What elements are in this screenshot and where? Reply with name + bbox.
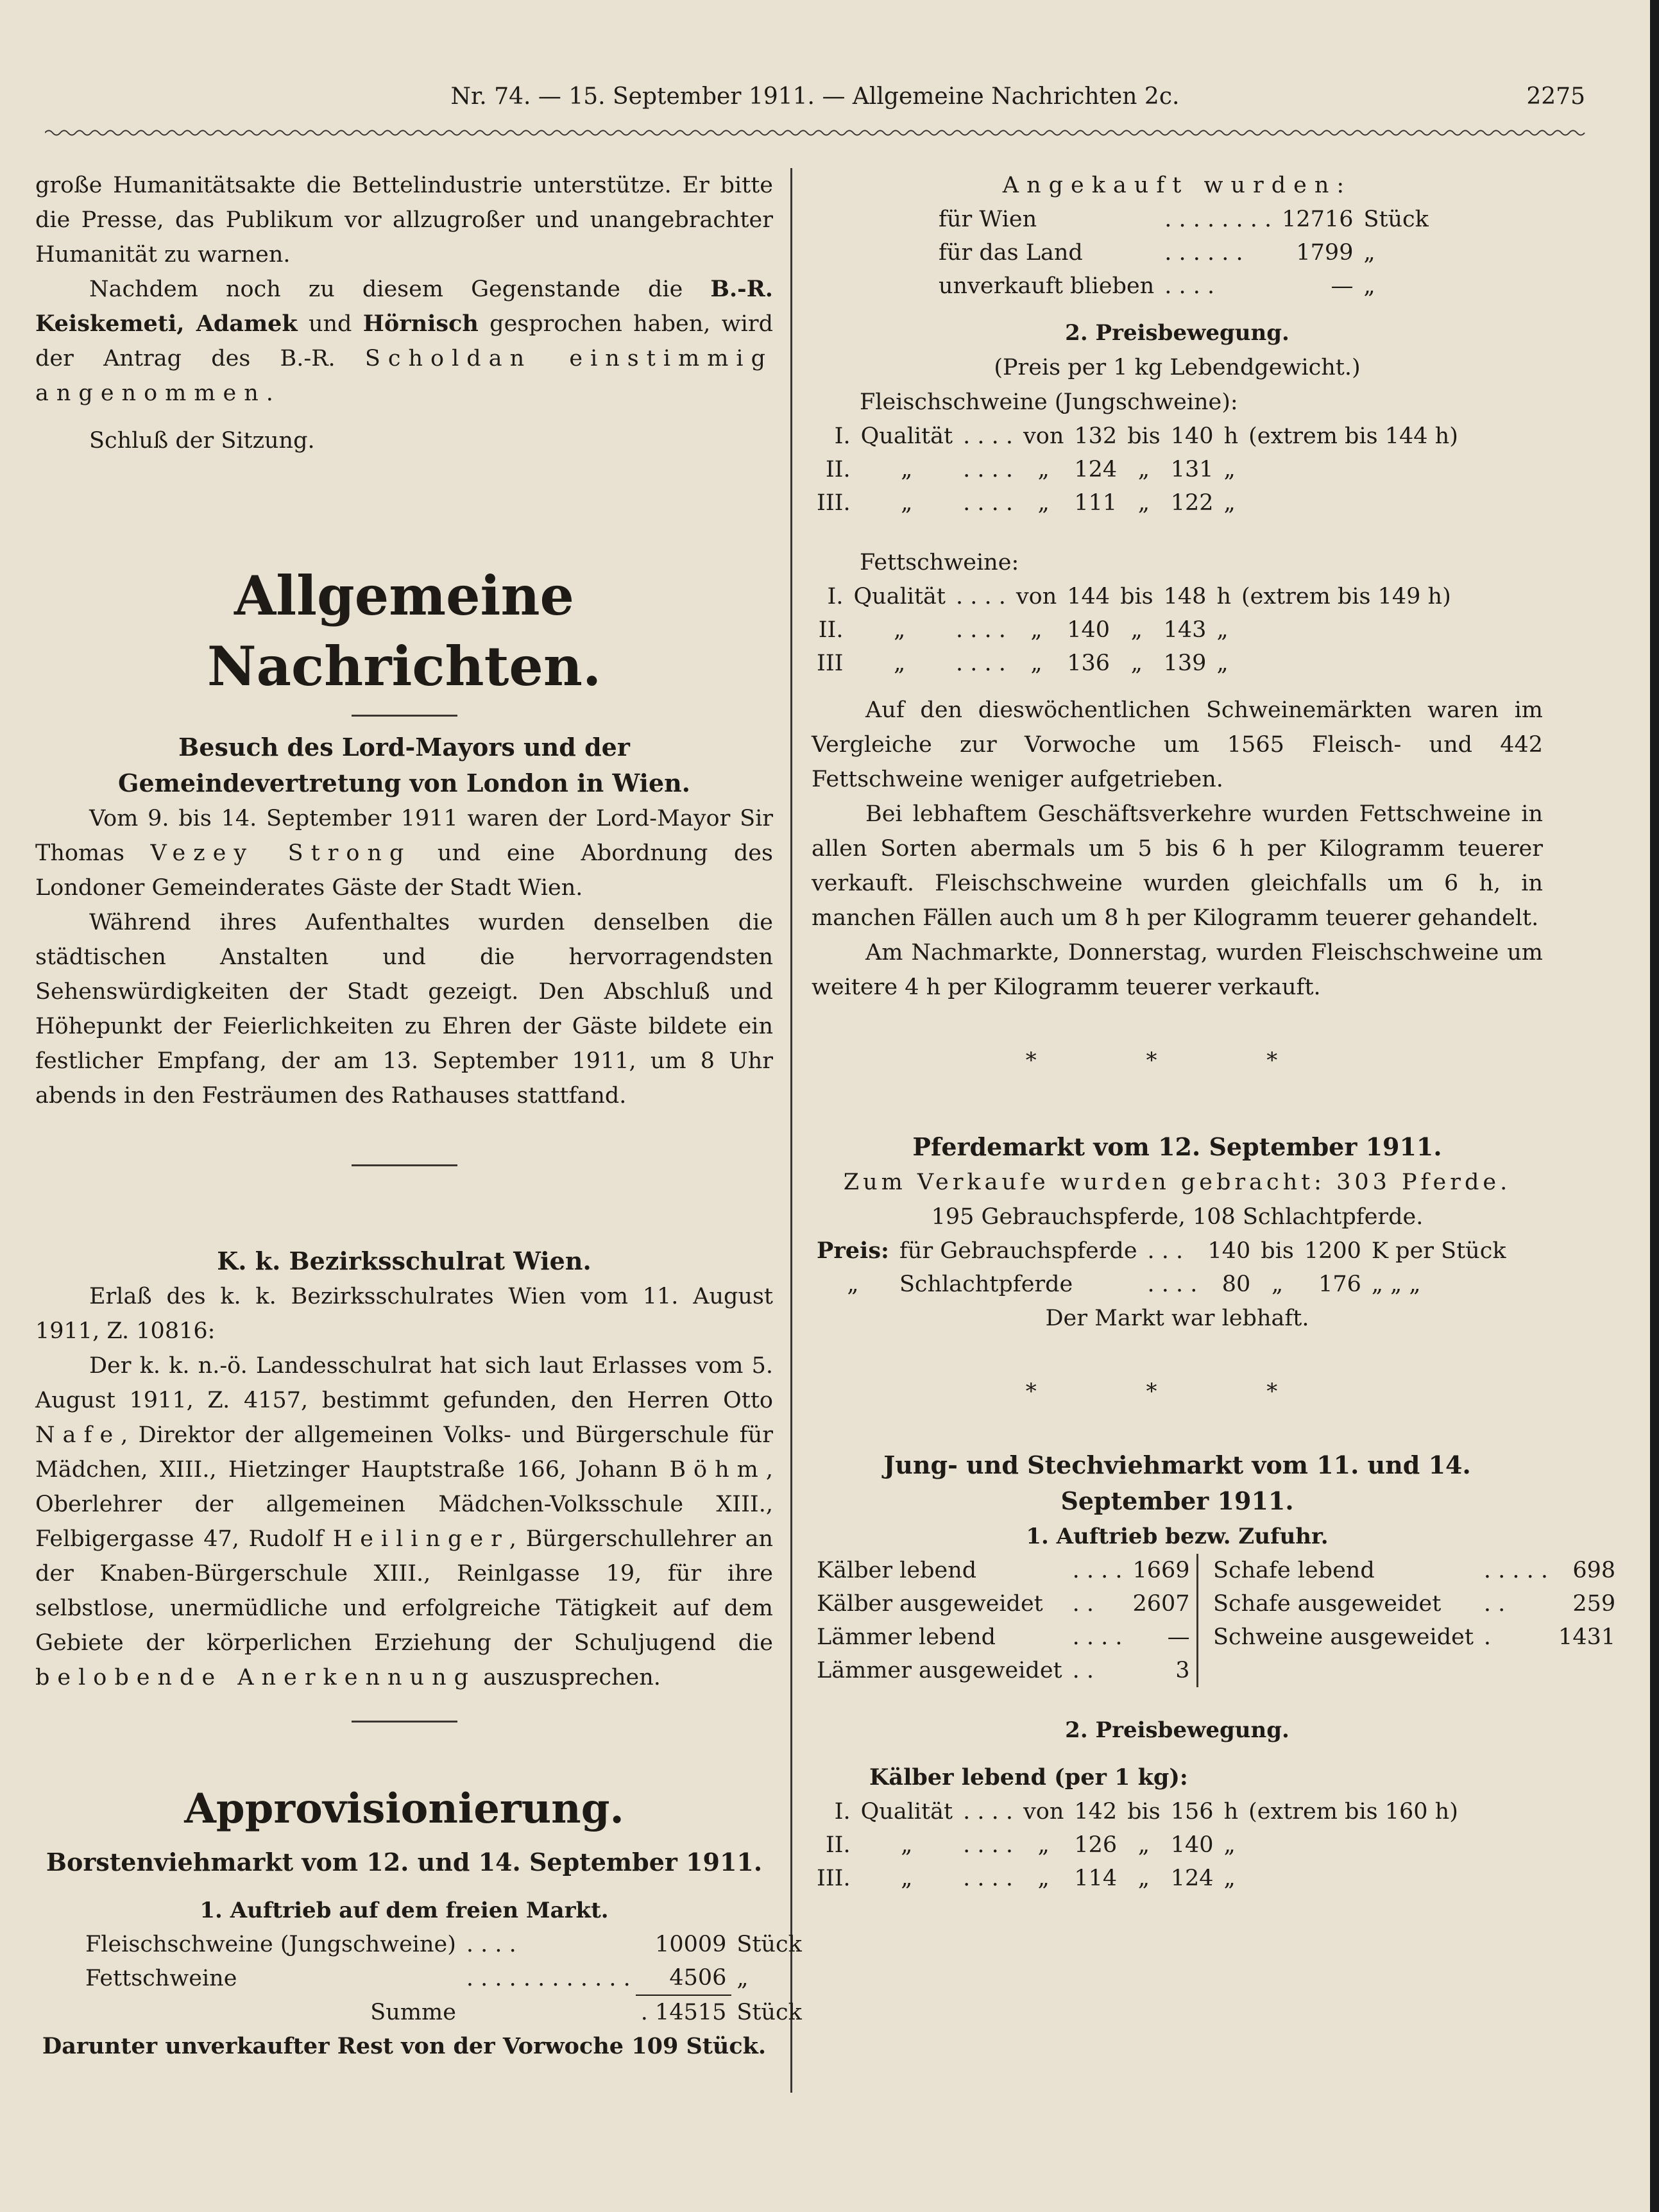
cell: . . . . bbox=[963, 1832, 1013, 1858]
cell: Lämmer lebend bbox=[817, 1624, 996, 1650]
cell: 148 bbox=[1163, 584, 1207, 609]
table-row bbox=[1208, 1554, 1621, 1587]
cell: „ bbox=[1130, 651, 1143, 676]
text: und eine Abordnung des Londoner Gemeinderates Gäste der Stadt Wien. bbox=[35, 840, 773, 901]
cell: „ bbox=[1130, 617, 1143, 643]
cell: 259 bbox=[1572, 1591, 1616, 1617]
cell: h bbox=[1223, 1799, 1239, 1825]
cell: 111 bbox=[1074, 490, 1118, 516]
cell: „ bbox=[901, 457, 913, 482]
cell: . . . . . . . . . . . . bbox=[466, 1965, 631, 1991]
cell: (extrem bis 144 h) bbox=[1248, 423, 1458, 449]
cell: I. bbox=[834, 1799, 851, 1825]
kalb-heading: Kälber lebend (per 1 kg): bbox=[869, 1764, 1188, 1791]
subheading-preisbewegung: 2. Preisbewegung. bbox=[1065, 320, 1289, 346]
cell bbox=[1243, 486, 1463, 520]
cell: 3 bbox=[1175, 1658, 1190, 1683]
cell: Stück bbox=[736, 1999, 802, 2025]
text: gesprochen haben, wird der Antrag des B.-R. bbox=[35, 311, 773, 371]
angekauft-table bbox=[933, 203, 1434, 303]
cell: Qualität bbox=[860, 423, 953, 449]
cell: . 14515 bbox=[640, 2000, 727, 2025]
cell: 131 bbox=[1170, 457, 1214, 482]
cell: Preis: bbox=[817, 1238, 889, 1264]
header-wavy-rule bbox=[45, 128, 1585, 137]
header-title: Nr. 74. — 15. September 1911. — Allgemeine Nachrichten 2c. bbox=[450, 83, 1180, 110]
table-row bbox=[80, 1928, 807, 1961]
spaced-name: Nafe bbox=[35, 1422, 121, 1448]
spaced-name: Vezey Strong bbox=[150, 840, 412, 866]
cell bbox=[1236, 613, 1456, 647]
article-title-besuch: Besuch des Lord-Mayors und der Gemeindevertretung von London in Wien. bbox=[118, 733, 690, 797]
cell: I. bbox=[834, 423, 851, 449]
cell: „ bbox=[847, 1272, 859, 1297]
table-row bbox=[933, 203, 1434, 236]
paragraph: Auf den dieswöchentlichen Schweinemärkten waren im Vergleiche zur Vorwoche um 1565 Fleisch- und 442 Fettschweine weniger aufgetrieben. bbox=[812, 697, 1543, 792]
paragraph bbox=[35, 801, 773, 905]
paragraph bbox=[35, 1348, 773, 1695]
cell: bis bbox=[1261, 1238, 1294, 1264]
cell: „ bbox=[1137, 457, 1150, 482]
section-title-approvisionierung: Approvisionierung. bbox=[184, 1785, 624, 1833]
cell: 1669 bbox=[1132, 1558, 1190, 1583]
cell: III. bbox=[817, 1866, 851, 1891]
cell: Fleischschweine (Jungschweine) bbox=[85, 1932, 456, 1957]
cell: . . . . . bbox=[1483, 1558, 1549, 1583]
text: , Bürgerschullehrer an der Knaben-Bürgerschule XIII., Reinlgasse 19, für ihre selbstlose, unermüdliche und erfolgreiche Tätigkeit auf dem Gebiete der körperlichen Erziehung der Schuljugend die bbox=[35, 1526, 773, 1656]
cell: „ bbox=[1216, 651, 1229, 676]
text: Nachdem noch zu diesem Gegenstande die bbox=[89, 276, 683, 302]
cell: 176 bbox=[1318, 1272, 1361, 1297]
cell: „ bbox=[1030, 651, 1042, 676]
cell: 142 bbox=[1074, 1799, 1118, 1825]
cell: für Gebrauchspferde bbox=[899, 1238, 1137, 1264]
cell: 698 bbox=[1572, 1558, 1616, 1583]
cell: „ bbox=[1037, 1832, 1050, 1858]
cell: „ bbox=[1037, 490, 1050, 516]
cell: Lämmer ausgeweidet bbox=[817, 1658, 1062, 1683]
cell: 1200 bbox=[1304, 1238, 1361, 1264]
cell: 1431 bbox=[1558, 1624, 1616, 1650]
cell: „ bbox=[1037, 1866, 1050, 1891]
fleisch-price-table bbox=[812, 420, 1463, 520]
cell: 2607 bbox=[1132, 1591, 1190, 1617]
table-row bbox=[812, 1268, 1511, 1301]
paragraph-decision bbox=[35, 272, 773, 411]
cell: I. bbox=[827, 584, 844, 609]
zufuhr-right bbox=[1198, 1554, 1616, 1687]
cell: . . bbox=[1072, 1658, 1094, 1683]
subheading-preisbewegung-2: 2. Preisbewegung. bbox=[1065, 1717, 1289, 1743]
asterism: * * * bbox=[1025, 1379, 1329, 1404]
asterism: * * * bbox=[1025, 1048, 1329, 1073]
rest-line: Darunter unverkaufter Rest von der Vorwoche 109 Stück. bbox=[42, 2033, 767, 2059]
page-number: 2275 bbox=[1526, 83, 1585, 110]
cell: für das Land bbox=[939, 240, 1083, 266]
cell: 156 bbox=[1170, 1799, 1214, 1825]
cell: 124 bbox=[1170, 1866, 1214, 1891]
text: , Oberlehrer der allgemeinen Mädchen-Volksschule XIII., Felbigergasse 47, Rudolf bbox=[35, 1457, 773, 1552]
table-row bbox=[812, 580, 1456, 613]
cell: 10009 bbox=[655, 1932, 727, 1957]
left-column bbox=[35, 168, 802, 2064]
cell bbox=[1243, 1828, 1463, 1862]
cell: III bbox=[817, 651, 844, 676]
right-column bbox=[812, 168, 1616, 1895]
table-row bbox=[1208, 1621, 1621, 1654]
cell: . . . . bbox=[1072, 1624, 1123, 1650]
cell: Schafe lebend bbox=[1213, 1558, 1375, 1583]
cell: 124 bbox=[1074, 457, 1118, 482]
cell: „ bbox=[1037, 457, 1050, 482]
cell: „ bbox=[1363, 273, 1375, 299]
text: , Direktor der allgemeinen Volks- und Bürgerschule für Mädchen, XIII., Hietzinger Hauptstraße 166, Johann bbox=[35, 1422, 773, 1483]
table-row bbox=[1208, 1587, 1621, 1621]
cell: . . . . bbox=[963, 490, 1013, 516]
table-row bbox=[812, 1554, 1195, 1587]
cell: bis bbox=[1127, 1799, 1161, 1825]
pferde-price-table bbox=[812, 1234, 1511, 1301]
cell: unverkauft blieben bbox=[939, 273, 1155, 299]
scan-edge bbox=[1650, 0, 1659, 2212]
text: Der k. k. n.-ö. Landesschulrat hat sich laut Erlasses vom 5. August 1911, Z. 4157, bestimmt gefunden, den Herren Otto bbox=[35, 1353, 773, 1413]
cell bbox=[1236, 647, 1456, 680]
cell: h bbox=[1216, 584, 1231, 609]
cell: II. bbox=[818, 617, 844, 643]
cell: „ bbox=[1271, 1272, 1284, 1297]
cell: von bbox=[1023, 423, 1064, 449]
cell: 140 bbox=[1067, 617, 1110, 643]
cell: Schafe ausgeweidet bbox=[1213, 1591, 1442, 1617]
cell: Schweine ausgeweidet bbox=[1213, 1624, 1474, 1650]
fleisch-heading: Fleischschweine (Jungschweine): bbox=[860, 389, 1238, 415]
closing-line: Schluß der Sitzung. bbox=[89, 428, 315, 454]
cell: 114 bbox=[1074, 1866, 1118, 1891]
subheading-zufuhr: 1. Auftrieb bezw. Zufuhr. bbox=[1026, 1524, 1329, 1549]
spaced-name: Heilinger bbox=[332, 1526, 509, 1552]
cell: . . . . . . bbox=[1164, 240, 1243, 266]
auftrieb-table bbox=[80, 1928, 807, 2029]
cell: 140 bbox=[1170, 423, 1214, 449]
cell: „ „ „ bbox=[1371, 1272, 1421, 1297]
cell: „ bbox=[1223, 490, 1236, 516]
cell: „ bbox=[894, 651, 906, 676]
table-row bbox=[812, 1828, 1463, 1862]
paragraph: Am Nachmarkte, Donnerstag, wurden Fleischschweine um weitere 4 h per Kilogramm teuerer verkauft. bbox=[812, 940, 1543, 1000]
table-row bbox=[812, 1621, 1195, 1654]
column-divider bbox=[790, 168, 792, 2093]
cell: — bbox=[1167, 1624, 1190, 1650]
cell: „ bbox=[901, 1832, 913, 1858]
spaced-text: Scholdan einstimmig angenommen. bbox=[35, 346, 773, 406]
cell: „ bbox=[1137, 1832, 1150, 1858]
table-row bbox=[80, 1995, 807, 2029]
text: und bbox=[308, 311, 352, 337]
cell: . . . . bbox=[955, 651, 1006, 676]
cell: „ bbox=[901, 490, 913, 516]
table-row bbox=[812, 486, 1463, 520]
subheading-auftrieb: 1. Auftrieb auf dem freien Markt. bbox=[200, 1898, 609, 1923]
cell: 139 bbox=[1163, 651, 1207, 676]
cell: 144 bbox=[1067, 584, 1110, 609]
article-title-jungvieh: Jung- und Stechviehmarkt vom 11. und 14. September 1911. bbox=[883, 1451, 1471, 1515]
cell: bis bbox=[1120, 584, 1153, 609]
cell: . . . . bbox=[963, 1866, 1013, 1891]
cell: . . . . bbox=[963, 423, 1013, 449]
table-row bbox=[812, 647, 1456, 680]
cell: . . bbox=[1483, 1591, 1506, 1617]
cell: — bbox=[1331, 273, 1354, 299]
cell: . . . . bbox=[963, 1799, 1013, 1825]
cell: 122 bbox=[1170, 490, 1214, 516]
article-title-schulrat: K. k. Bezirksschulrat Wien. bbox=[217, 1246, 591, 1275]
cell: (extrem bis 160 h) bbox=[1248, 1799, 1458, 1825]
cell: „ bbox=[1137, 490, 1150, 516]
cell: . . . . bbox=[963, 457, 1013, 482]
cell: für Wien bbox=[939, 207, 1037, 232]
kalb-price-table bbox=[812, 1795, 1463, 1895]
cell: „ bbox=[736, 1965, 749, 1991]
angekauft-heading: Angekauft wurden: bbox=[1002, 173, 1352, 198]
speaker-names: B.-R. Keiskemeti, Adamek bbox=[35, 276, 773, 337]
cell: Stück bbox=[736, 1932, 802, 1957]
spaced-text: belobende Anerkennung bbox=[35, 1665, 477, 1690]
cell: Kälber ausgeweidet bbox=[817, 1591, 1043, 1617]
paragraph: große Humanitätsakte die Bettelindustrie unterstütze. Er bitte die Presse, das Publikum vor allzugroßer und unangebrachter Humanität zu warnen. bbox=[35, 173, 773, 268]
cell: Kälber lebend bbox=[817, 1558, 977, 1583]
cell bbox=[1243, 453, 1463, 486]
cell: . bbox=[1483, 1624, 1492, 1650]
section-title-allgemeine: Allgemeine Nachrichten. bbox=[207, 564, 602, 698]
cell: 80 bbox=[1221, 1272, 1251, 1297]
cell: „ bbox=[894, 617, 906, 643]
table-row bbox=[812, 613, 1456, 647]
table-row bbox=[933, 236, 1434, 269]
preis-subtitle: (Preis per 1 kg Lebendgewicht.) bbox=[994, 355, 1361, 380]
cell: von bbox=[1023, 1799, 1064, 1825]
cell: „ bbox=[1216, 617, 1229, 643]
cell: . . . . bbox=[955, 584, 1006, 609]
table-row bbox=[80, 1961, 807, 1995]
paragraph: Erlaß des k. k. Bezirksschulrates Wien vom 11. August 1911, Z. 10816: bbox=[35, 1284, 773, 1344]
table-row bbox=[812, 453, 1463, 486]
paragraph: Bei lebhaftem Geschäftsverkehre wurden Fettschweine in allen Sorten abermals um 5 bis 6 h per Kilogramm teuerer verkauft. Fleischschweine wurden gleichfalls um 6 h, in manchen Fällen auch um 8 h per Kilogramm teuerer gehandelt. bbox=[812, 801, 1543, 931]
cell: Summe bbox=[370, 1999, 456, 2025]
cell: . . . . bbox=[1164, 273, 1215, 299]
text: auszusprechen. bbox=[483, 1665, 661, 1690]
article-title-borstenvieh: Borstenviehmarkt vom 12. und 14. September 1911. bbox=[46, 1848, 763, 1876]
cell: 143 bbox=[1163, 617, 1207, 643]
zufuhr-table-left bbox=[812, 1554, 1195, 1687]
cell: . . bbox=[1072, 1591, 1094, 1617]
cell: . . . . bbox=[1147, 1272, 1198, 1297]
table-row bbox=[812, 1587, 1195, 1621]
cell: 12716 bbox=[1282, 207, 1354, 232]
cell: „ bbox=[1363, 240, 1375, 266]
cell: . . . . bbox=[466, 1932, 516, 1957]
cell: Qualität bbox=[860, 1799, 953, 1825]
cell: „ bbox=[1223, 457, 1236, 482]
table-row bbox=[933, 269, 1434, 303]
cell: „ bbox=[1223, 1832, 1236, 1858]
cell: Qualität bbox=[853, 584, 946, 609]
cell: . . . . bbox=[955, 617, 1006, 643]
text: Vom 9. bis 14. September 1911 waren der Lord-Mayor Sir Thomas bbox=[35, 806, 773, 866]
cell: 132 bbox=[1074, 423, 1118, 449]
cell: III. bbox=[817, 490, 851, 516]
fett-price-table bbox=[812, 580, 1456, 680]
zufuhr-table-right bbox=[1208, 1554, 1621, 1654]
article-title-pferdemarkt: Pferdemarkt vom 12. September 1911. bbox=[912, 1132, 1442, 1161]
cell: von bbox=[1016, 584, 1057, 609]
table-row bbox=[812, 1654, 1195, 1687]
cell: Stück bbox=[1363, 207, 1429, 232]
cell: K per Stück bbox=[1371, 1238, 1506, 1264]
cell: . . . bbox=[1147, 1238, 1184, 1264]
cell: „ bbox=[1137, 1866, 1150, 1891]
cell: 140 bbox=[1170, 1832, 1214, 1858]
spaced-name: Böhm bbox=[669, 1457, 766, 1483]
table-row bbox=[812, 1234, 1511, 1268]
cell: bis bbox=[1127, 423, 1161, 449]
cell: 136 bbox=[1067, 651, 1110, 676]
running-header bbox=[45, 83, 1585, 122]
cell: „ bbox=[1223, 1866, 1236, 1891]
zufuhr-left bbox=[812, 1554, 1198, 1687]
speaker-name: Hörnisch bbox=[362, 311, 479, 337]
cell: h bbox=[1223, 423, 1239, 449]
cell: 1799 bbox=[1296, 240, 1354, 266]
table-row bbox=[812, 1795, 1463, 1828]
paragraph: Während ihres Aufenthaltes wurden denselben die städtischen Anstalten und die hervorragendsten Sehenswürdigkeiten der Stadt gezeigt. Den Abschluß und Höhepunkt der Feierlichkeiten zu Ehren der Gäste bildete ein festlicher Empfang, der am 13. September 1911, um 8 Uhr abends in den Festräumen des Rathauses stattfand. bbox=[35, 910, 773, 1109]
cell: . . . . . . . . bbox=[1164, 207, 1272, 232]
cell: 140 bbox=[1207, 1238, 1251, 1264]
zufuhr-block bbox=[812, 1554, 1616, 1687]
cell: (extrem bis 149 h) bbox=[1241, 584, 1451, 609]
pferde-note: Der Markt war lebhaft. bbox=[1045, 1306, 1309, 1331]
cell: 4506 bbox=[636, 1961, 732, 1995]
table-row bbox=[812, 1862, 1463, 1895]
pferde-line: 195 Gebrauchspferde, 108 Schlachtpferde. bbox=[931, 1204, 1424, 1230]
table-row bbox=[812, 420, 1463, 453]
fett-heading: Fettschweine: bbox=[860, 550, 1019, 575]
cell: Schlachtpferde bbox=[899, 1272, 1073, 1297]
cell: II. bbox=[825, 457, 851, 482]
cell: Fettschweine bbox=[85, 1965, 237, 1991]
cell: „ bbox=[901, 1866, 913, 1891]
cell bbox=[1243, 1862, 1463, 1895]
cell: „ bbox=[1030, 617, 1042, 643]
cell: . . . . bbox=[1072, 1558, 1123, 1583]
cell: 126 bbox=[1074, 1832, 1118, 1858]
cell: II. bbox=[825, 1832, 851, 1858]
pferde-line: Zum Verkaufe wurden gebracht: 303 Pferde. bbox=[843, 1170, 1511, 1195]
